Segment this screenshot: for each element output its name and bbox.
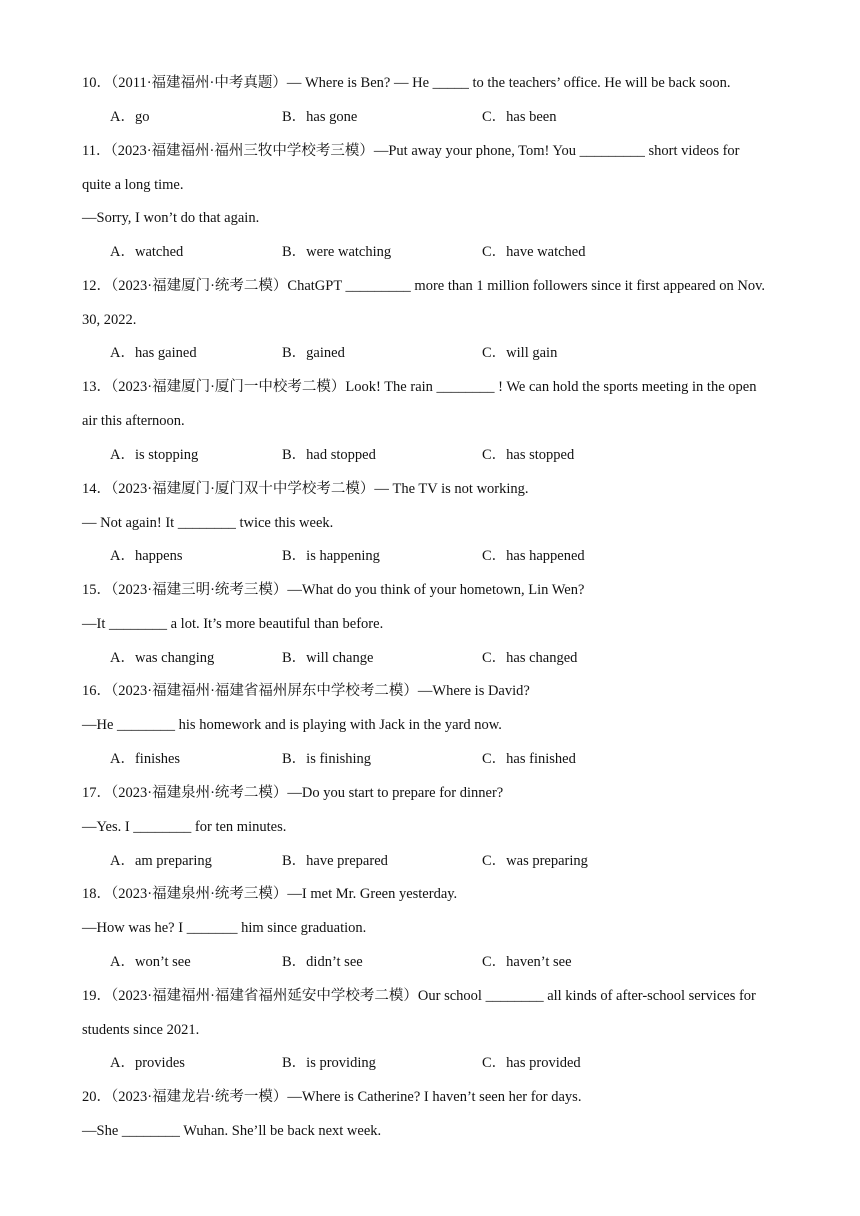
question-15-line: 15．（2023·福建三明·统考三模）—What do you think of your hometown, Lin Wen? xyxy=(82,582,585,598)
question-13-line: 13．（2023·福建厦门·厦门一中校考二模）Look! The rain ________ ! We can hold the sports meeting in the open xyxy=(82,379,757,395)
option-c: C．was preparing xyxy=(482,853,588,869)
question-12-line: 30, 2022. xyxy=(82,312,137,328)
option-b: B．didn’t see xyxy=(282,954,363,970)
option-a: A．won’t see xyxy=(110,954,191,970)
question-20-line: —She ________ Wuhan. She’ll be back next week. xyxy=(82,1123,382,1139)
option-a: A．finishes xyxy=(110,751,181,767)
option-a: A．has gained xyxy=(110,345,197,361)
question-17-line: —Yes. I ________ for ten minutes. xyxy=(82,819,287,835)
option-b: B．has gone xyxy=(282,109,358,125)
question-14-line: 14．（2023·福建厦门·厦门双十中学校考二模）— The TV is not working. xyxy=(82,481,529,497)
option-b: B．had stopped xyxy=(282,447,376,463)
option-c: C．has been xyxy=(482,109,557,125)
option-a: A．provides xyxy=(110,1055,185,1071)
option-b: B．will change xyxy=(282,650,374,666)
option-c: C．will gain xyxy=(482,345,558,361)
option-c: C．has changed xyxy=(482,650,578,666)
question-16-line: —He ________ his homework and is playing with Jack in the yard now. xyxy=(82,717,502,733)
option-c: C．has stopped xyxy=(482,447,575,463)
option-a: A．was changing xyxy=(110,650,215,666)
option-a: A．am preparing xyxy=(110,853,212,869)
option-b: B．were watching xyxy=(282,244,392,260)
option-b: B．is providing xyxy=(282,1055,376,1071)
question-15-line: —It ________ a lot. It’s more beautiful than before. xyxy=(82,616,384,632)
question-19-line: students since 2021. xyxy=(82,1022,200,1038)
option-c: C．has finished xyxy=(482,751,576,767)
option-c: C．haven’t see xyxy=(482,954,572,970)
option-a: A．is stopping xyxy=(110,447,199,463)
question-12-line: 12．（2023·福建厦门·统考二模）ChatGPT _________ more than 1 million followers since it first appeared on Nov. xyxy=(82,278,766,294)
question-18-line: —How was he? I _______ him since graduation. xyxy=(82,920,367,936)
question-17-line: 17．（2023·福建泉州·统考二模）—Do you start to prepare for dinner? xyxy=(82,785,504,801)
question-16-line: 16．（2023·福建福州·福建省福州屏东中学校考二模）—Where is David? xyxy=(82,683,530,699)
question-11-line: quite a long time. xyxy=(82,177,184,193)
question-10-line: 10．（2011·福建福州·中考真题）— Where is Ben? — He _____ to the teachers’ office. He will be back soon. xyxy=(82,75,731,91)
option-b: B．is happening xyxy=(282,548,380,564)
question-20-line: 20．（2023·福建龙岩·统考一模）—Where is Catherine? I haven’t seen her for days. xyxy=(82,1089,582,1105)
option-c: C．have watched xyxy=(482,244,586,260)
question-11-line: —Sorry, I won’t do that again. xyxy=(82,210,260,226)
option-b: B．have prepared xyxy=(282,853,388,869)
option-a: A．watched xyxy=(110,244,184,260)
option-a: A．happens xyxy=(110,548,183,564)
option-a: A．go xyxy=(110,109,150,125)
option-b: B．gained xyxy=(282,345,345,361)
question-11-line: 11．（2023·福建福州·福州三牧中学校考三模）—Put away your phone, Tom! You _________ short videos for xyxy=(82,143,740,159)
option-b: B．is finishing xyxy=(282,751,372,767)
option-c: C．has provided xyxy=(482,1055,581,1071)
question-14-line: — Not again! It ________ twice this week. xyxy=(82,515,334,531)
question-18-line: 18．（2023·福建泉州·统考三模）—I met Mr. Green yesterday. xyxy=(82,886,458,902)
question-13-line: air this afternoon. xyxy=(82,413,185,429)
question-19-line: 19．（2023·福建福州·福建省福州延安中学校考二模）Our school ________ all kinds of after-school services for xyxy=(82,988,756,1004)
option-c: C．has happened xyxy=(482,548,585,564)
